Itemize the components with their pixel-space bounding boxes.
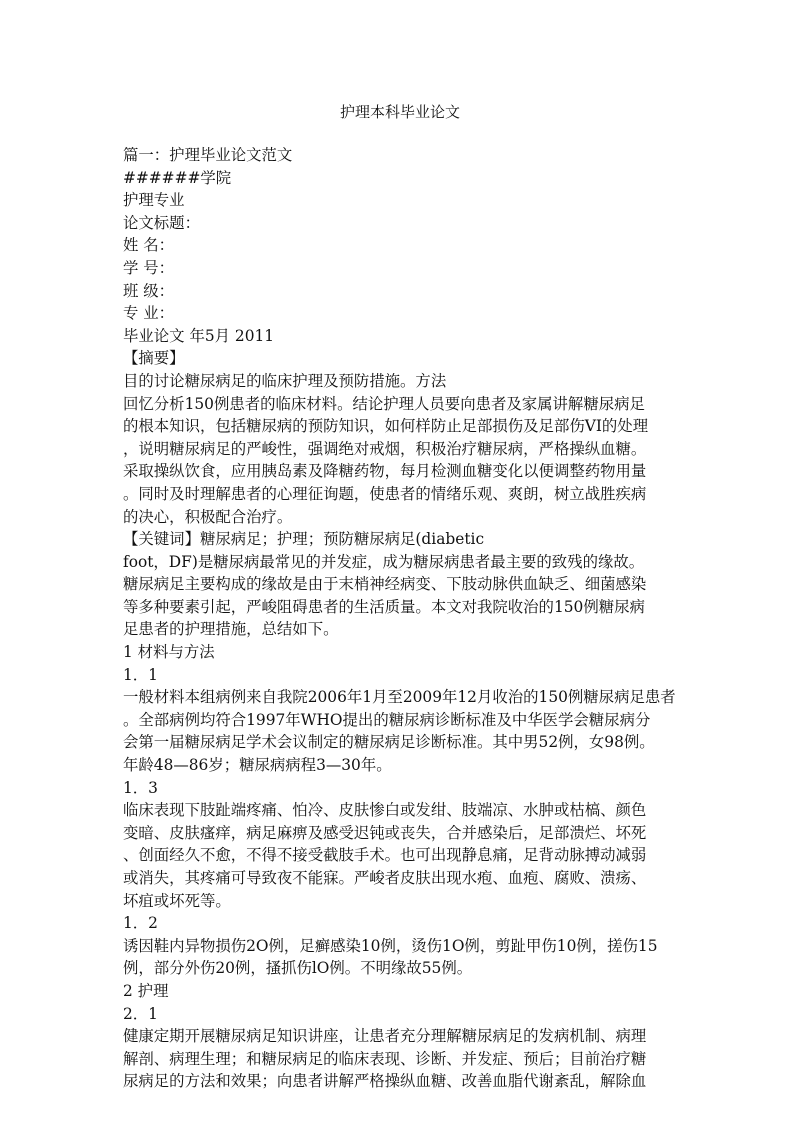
text-line: 采取操纵饮食，应用胰岛素及降糖药物，每月检测血糖变化以便调整药物用量 [123,462,647,481]
text-line: 。同时及时理解患者的心理征询题，使患者的情绪乐观、爽朗，树立战胜疾病 [123,484,647,503]
text-line: 2．1 [123,1004,158,1023]
text-line: 一般材料本组病例来自我院2006年1月至2009年12月收治的150例糖尿病足患者 [123,688,676,707]
text-line: 解剖、病理生理；和糖尿病足的临床表现、诊断、并发症、预后；目前治疗糖 [123,1049,647,1068]
text-line: 学 号： [123,258,175,277]
text-line: 1．2 [123,914,158,933]
text-line: 1．3 [123,778,158,797]
text-line: 诱因鞋内异物损伤2O例，足癣感染10例，烫伤1O例，剪趾甲伤10例，搓伤15 [123,936,658,955]
text-line: 年龄48—86岁；糖尿病病程3—30年。 [123,756,392,775]
text-line: 1．1 [123,665,158,684]
text-line: ######学院 [123,168,232,187]
text-line: 等多种要素引起，严峻阻碍患者的生活质量。本文对我院收治的150例糖尿病 [123,597,645,616]
text-line: 【关键词】糖尿病足；护理；预防糖尿病足(diabetic [123,530,485,549]
text-line: 护理专业 [123,191,185,210]
text-line: 毕业论文 年5月 2011 [123,326,275,345]
text-line: 。全部病例均符合1997年WHO提出的糖尿病诊断标准及中华医学会糖尿病分 [123,710,651,729]
text-line: 会第一届糖尿病足学术会议制定的糖尿病足诊断标准。其中男52例，女98例。 [123,733,655,752]
text-line: 专 业： [123,304,175,323]
text-line: 临床表现下肢趾端疼痛、怕冷、皮肤惨白或发绀、肢端凉、水肿或枯槁、颜色 [123,801,647,820]
text-line: 健康定期开展糖尿病足知识讲座，让患者充分理解糖尿病足的发病机制、病理 [123,1027,647,1046]
text-line: 班 级： [123,281,175,300]
text-line: 回忆分析150例患者的临床材料。结论护理人员要向患者及家属讲解糖尿病足 [123,394,645,413]
text-line: 尿病足的方法和效果；向患者讲解严格操纵血糖、改善血脂代谢紊乱，解除血 [123,1072,647,1091]
text-line: 【摘要】 [123,349,185,368]
text-line: 的决心，积极配合治疗。 [123,507,293,526]
text-line: ，说明糖尿病足的严峻性，强调绝对戒烟，积极治疗糖尿病，严格操纵血糖。 [123,439,647,458]
text-line: 姓 名： [123,236,175,255]
text-line: 糖尿病足主要构成的缘故是由于末梢神经病变、下肢动脉供血缺乏、细菌感染 [123,575,647,594]
text-line: 例，部分外伤20例，搔抓伤lO例。不明缘故55例。 [123,959,473,978]
text-line: 足患者的护理措施，总结如下。 [123,620,339,639]
text-line: 目的讨论糖尿病足的临床护理及预防措施。方法 [123,371,447,390]
text-line: 2 护理 [123,981,169,1000]
text-line: 论文标题： [123,213,200,232]
document-title: 护理本科毕业论文 [339,103,460,121]
text-line: foot，DF)是糖尿病最常见的并发症，成为糖尿病患者最主要的致残的缘故。 [123,552,645,571]
document-body [123,144,683,1093]
text-line: 的根本知识，包括糖尿病的预防知识，如何样防止足部损伤及足部伤VI的处理 [123,417,649,436]
text-line: 1 材料与方法 [123,643,215,662]
text-line: 坏疽或坏死等。 [123,891,231,910]
text-line: 、创面经久不愈，不得不接受截肢手术。也可出现静息痛，足背动脉搏动减弱 [123,846,647,865]
text-line: 或消失，其疼痛可导致夜不能寐。严峻者皮肤出现水疱、血疱、腐败、溃疡、 [123,869,647,887]
text-line: 变暗、皮肤瘙痒，病足麻痹及感受迟钝或丧失，合并感染后，足部溃烂、坏死 [123,823,647,842]
text-line: 篇一：护理毕业论文范文 [123,146,293,164]
